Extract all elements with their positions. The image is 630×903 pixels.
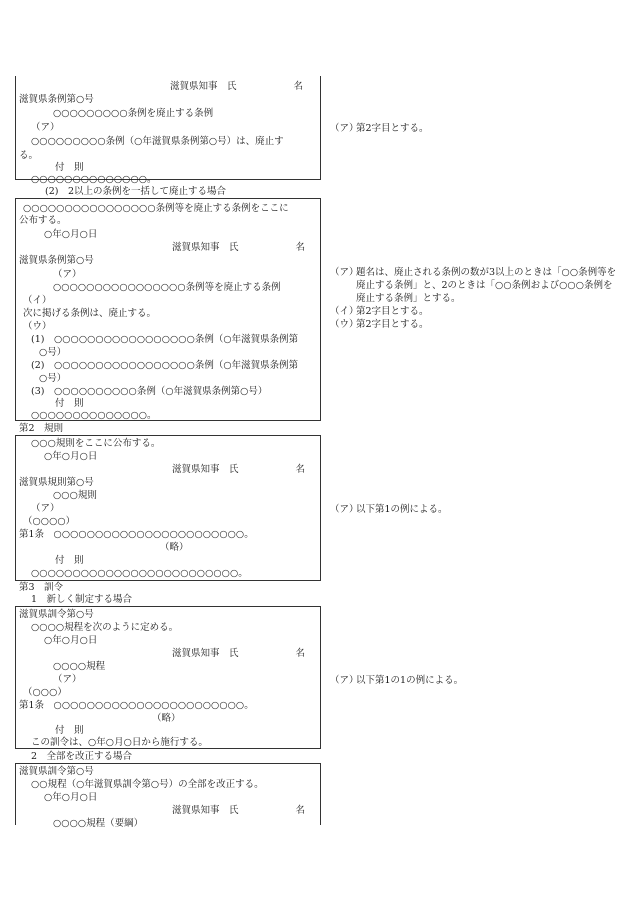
signer-line: 滋賀県知事 氏 名 [172, 242, 306, 253]
regulation-title: ○○○○規程 [53, 661, 106, 672]
ordinance-title: ○○○○○○○○○条例を廃止する条例 [53, 108, 214, 119]
date-line: ○年○月○日 [44, 792, 98, 803]
date-line: ○年○月○日 [44, 635, 98, 646]
list-item-3: (3) ○○○○○○○○○○条例（○年滋賀県条例第○号） [31, 386, 268, 397]
omitted-mark: （略） [160, 542, 189, 553]
note-label: （ア） [330, 504, 359, 515]
subsection-heading-new: 1 新しく制定する場合 [31, 594, 133, 605]
list-item-2: (2) ○○○○○○○○○○○○○○○○○条例（○年滋賀県条例第 [31, 360, 299, 371]
body-text: 次に掲げる条例は、廃止する。 [23, 308, 157, 319]
article-1: 第1条 ○○○○○○○○○○○○○○○○○○○○○○○。 [19, 700, 254, 711]
marker-a: （ア） [53, 674, 82, 685]
note-text: 以下第1の1の例による。 [356, 675, 464, 686]
note-text: 第2字目とする。 [356, 123, 429, 134]
note-block-3 [330, 503, 620, 516]
signer-line: 滋賀県知事 氏 名 [172, 648, 306, 659]
date-line: ○年○月○日 [44, 451, 98, 462]
marker-u: （ウ） [23, 321, 52, 332]
rule-number: 滋賀県規則第○号 [19, 477, 94, 488]
marker-a: （ア） [31, 503, 60, 514]
rule-title: ○○○規則 [53, 490, 97, 501]
enactment-text: ○○○○規程を次のように定める。 [31, 622, 179, 633]
note-text: 第2字目とする。 [356, 319, 429, 330]
signer-line: 滋賀県知事 氏 名 [170, 81, 304, 92]
note-text: 第2字目とする。 [356, 306, 429, 317]
supplementary-heading: 付 則 [55, 555, 84, 566]
note-text: 題名は、廃止される条例の数が3以上のときは「○○条例等を廃止する条例」と、2のときは「○○条例および○○○条例を廃止する条例」とする。 [356, 267, 617, 304]
marker-a: （ア） [31, 122, 60, 133]
note-label: （ア） [330, 675, 359, 686]
note-label: （ア） [330, 123, 359, 134]
regulation-title: ○○○○規程（要綱） [53, 818, 144, 829]
marker-a: （ア） [53, 269, 82, 280]
supplementary-heading: 付 則 [55, 162, 84, 173]
kunrei-number: 滋賀県訓令第○号 [19, 609, 94, 620]
supplementary-text: ○○○○○○○○○○○○○○。 [31, 174, 157, 185]
amendment-text: ○○規程（○年滋賀県訓令第○号）の全部を改正する。 [31, 779, 264, 790]
note-label: （イ） [330, 306, 359, 317]
section-heading-rule: 第2 規則 [19, 423, 64, 434]
ordinance-title: ○○○○○○○○○○○○○○○○条例等を廃止する条例 [53, 282, 281, 293]
marker-i: （イ） [23, 295, 52, 306]
note-block-1 [330, 122, 620, 135]
article-caption: （○○○○） [23, 516, 76, 527]
omitted-mark: （略） [152, 713, 181, 724]
date-line: ○年○月○日 [44, 229, 98, 240]
note-text: 以下第1の例による。 [356, 504, 448, 515]
section-heading-kunrei: 第3 訓令 [19, 582, 64, 593]
supplementary-text: ○○○○○○○○○○○○○○。 [31, 410, 157, 421]
note-label: （ウ） [330, 319, 359, 330]
section-heading-multiple: (2) 2以上の条例を一括して廃止する場合 [45, 186, 227, 197]
note-block-4 [330, 674, 620, 687]
promulgation-text: ○○○規則をここに公布する。 [31, 438, 161, 449]
ordinance-number: 滋賀県条例第○号 [19, 94, 94, 105]
list-item-1: (1) ○○○○○○○○○○○○○○○○○条例（○年滋賀県条例第 [31, 334, 299, 345]
list-item-2-cont: ○号） [39, 373, 67, 384]
supplementary-text: ○○○○○○○○○○○○○○○○○○○○○○○○○。 [31, 568, 248, 579]
supplementary-heading: 付 則 [55, 725, 84, 736]
note-label: （ア） [330, 267, 359, 278]
article-1: 第1条 ○○○○○○○○○○○○○○○○○○○○○○○。 [19, 529, 254, 540]
promulgation-text-cont: 公布する。 [19, 215, 67, 226]
kunrei-number: 滋賀県訓令第○号 [19, 766, 94, 777]
signer-line: 滋賀県知事 氏 名 [172, 464, 306, 475]
body-text: ○○○○○○○○○条例（○年滋賀県条例第○号）は、廃止す [31, 136, 284, 147]
list-item-1-cont: ○号） [39, 347, 67, 358]
ordinance-number: 滋賀県条例第○号 [19, 255, 94, 266]
note-block-2 [330, 266, 620, 331]
body-text-cont: る。 [19, 150, 39, 161]
supplementary-heading: 付 則 [55, 398, 84, 409]
article-caption: （○○○） [23, 687, 67, 698]
subsection-heading-full: 2 全部を改正する場合 [31, 751, 133, 762]
signer-line: 滋賀県知事 氏 名 [172, 805, 306, 816]
promulgation-text: ○○○○○○○○○○○○○○○○条例等を廃止する条例をここに [23, 203, 289, 214]
supplementary-text: この訓令は、○年○月○日から施行する。 [31, 737, 208, 748]
